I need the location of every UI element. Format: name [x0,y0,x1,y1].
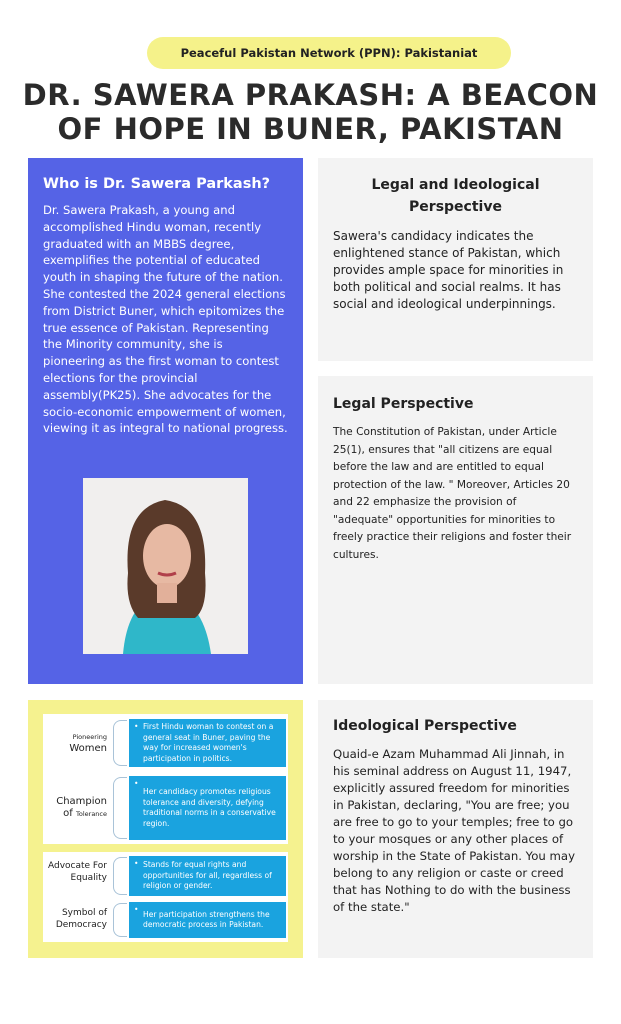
section-heading: Legal and Ideological Perspective [371,177,540,215]
section-body: The Constitution of Pakistan, under Article 25(1), ensures that "all citizens are equal before the law and are entitled to equal protection of the law. " Moreover, Articles 20 and 22 emphasize the provision of "adequate" opportunities for minorities to freely practice their religions and foster their cultures. [333,426,572,561]
label-tail: of [63,808,73,819]
section-ideological [318,700,593,958]
brace-icon [113,720,127,766]
label-main: Champion [56,796,107,807]
highlight-item [43,717,288,769]
highlight-item [43,854,288,898]
section-heading: Legal Perspective [333,396,474,412]
section-body: Sawera's candidacy indicates the enlightened stance of Pakistan, which provides ample space for minorities in both political and social realms. It has social and ideological underpinnings. [333,229,564,311]
highlights-box [43,714,288,844]
highlight-item [43,900,288,940]
section-legal [318,376,593,684]
highlight-text: • First Hindu woman to contest on a general seat in Buner, paving the way for increased women's participation in politics. [129,719,286,767]
highlight-label: Advocate For Equality [48,861,107,883]
highlight-text: • Stands for equal rights and opportunities for all, regardless of religion or gender. [129,856,286,896]
section-heading: Ideological Perspective [333,718,517,734]
intro-panel [28,158,303,684]
brace-icon [113,857,127,895]
brace-icon [113,777,127,839]
section-body: Quaid-e Azam Muhammad Ali Jinnah, in his seminal address on August 11, 1947, explicitly assured freedom for minorities in Pakistan, declaring, "You are free; you are free to go to your temples; free to go to your mosques or any other places of worship in the State of Pakistan. You may belong to any religion or caste or creed that has Nothing to do with the business of the state." [333,747,575,914]
label-small: Tolerance [76,810,107,818]
intro-heading: Who is Dr. Sawera Parkash? [43,176,271,192]
intro-body: Dr. Sawera Prakash, a young and accomplished Hindu woman, recently graduated with an MBBS degree, exemplifies the potential of educated youth in shaping the future of the nation. She contested the 2024 general elections from District Buner, which epitomizes the true essence of Pakistan. Representing the Minority community, she is pioneering as the first woman to contest elections for the provincial assembly(PK25). She advocates for the socio-economic empowerment of women, viewing it as integral to national progress. [43,203,288,436]
highlights-box [43,852,288,942]
network-tag: Peaceful Pakistan Network (PPN): Pakistaniat [147,37,511,69]
highlight-label [43,774,111,842]
section-legal-ideological [318,158,593,361]
highlight-text: • Her candidacy promotes religious tolerance and diversity, defying traditional norms in a conservative region. [129,776,286,840]
highlight-text: • Her participation strengthens the democratic process in Pakistan. [129,902,286,938]
highlight-label [43,717,111,769]
highlight-item [43,774,288,842]
highlights-panel [28,700,303,958]
label-main: Women [69,743,107,754]
page-title: DR. SAWERA PRAKASH: A BEACON OF HOPE IN BUNER, PAKISTAN [22,78,599,146]
label-small: Pioneering [72,733,107,741]
brace-icon [113,903,127,937]
highlight-label: Symbol of Democracy [55,908,107,930]
portrait-photo [83,478,248,654]
